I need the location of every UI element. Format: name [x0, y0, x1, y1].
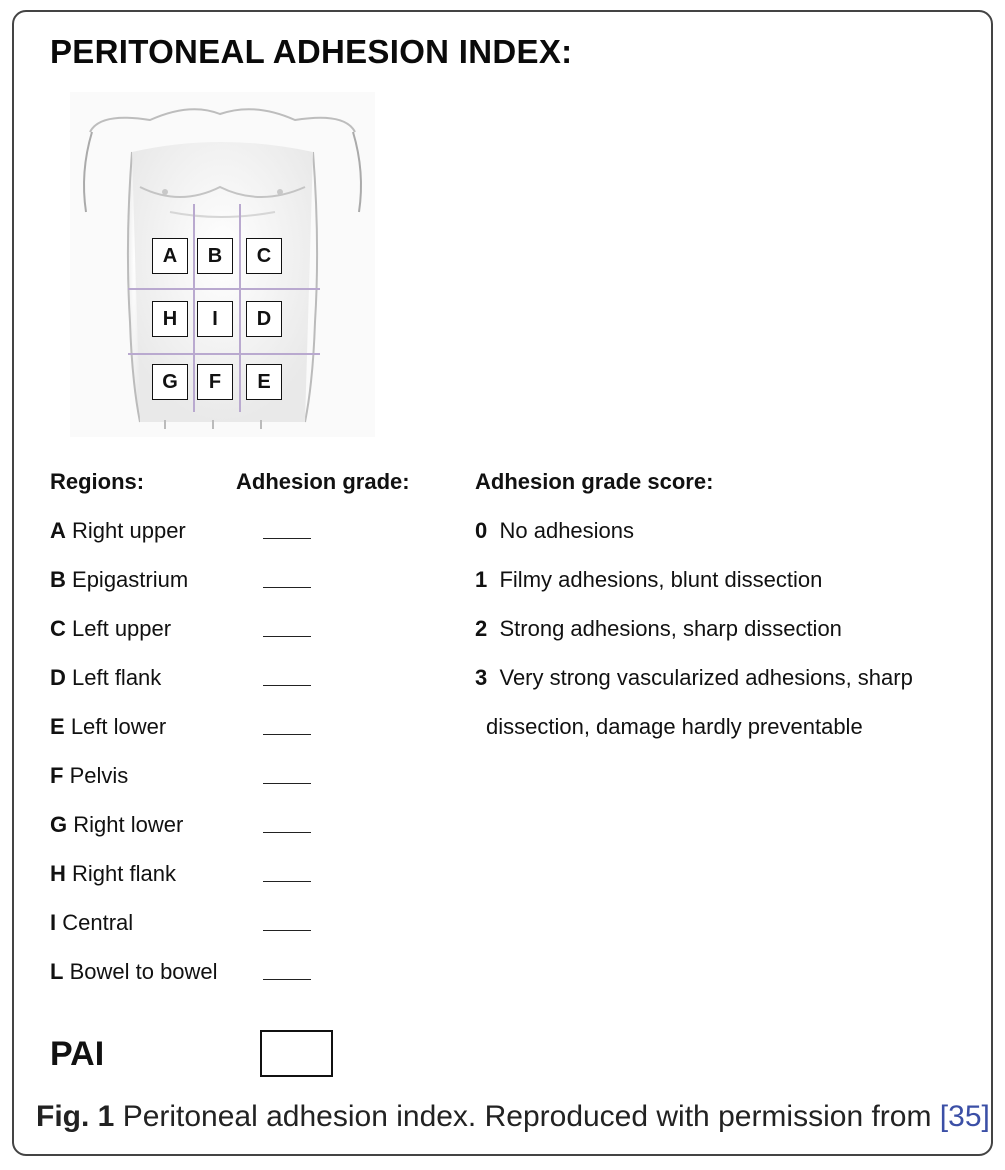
grade-blank-l[interactable] — [263, 979, 311, 980]
score-continuation: dissection, damage hardly preventable — [486, 714, 863, 739]
region-row — [50, 861, 176, 887]
score-grade: 3 — [475, 665, 488, 690]
region-name: Epigastrium — [72, 567, 189, 592]
page-title: PERITONEAL ADHESION INDEX: — [50, 33, 573, 70]
pai-label: PAI — [50, 1035, 105, 1073]
region-row — [50, 763, 128, 789]
grade-blank-h[interactable] — [263, 881, 311, 882]
region-row — [50, 518, 186, 544]
region-name: Right upper — [72, 518, 186, 543]
score-text: Filmy adhesions, blunt dissection — [499, 567, 823, 592]
score-row — [475, 665, 913, 691]
grade-blank-i[interactable] — [263, 930, 311, 931]
region-row — [50, 567, 188, 593]
region-box-e: E — [246, 364, 282, 400]
region-box-g: G — [152, 364, 188, 400]
region-box-h: H — [152, 301, 188, 337]
grade-blank-d[interactable] — [263, 685, 311, 686]
region-row — [50, 910, 133, 936]
region-letter: C — [50, 616, 66, 641]
grade-blank-a[interactable] — [263, 538, 311, 539]
grade-blank-b[interactable] — [263, 587, 311, 588]
score-text: Strong adhesions, sharp dissection — [499, 616, 842, 641]
region-name: Central — [62, 910, 134, 935]
regions-header: Regions: — [50, 469, 145, 494]
region-name: Bowel to bowel — [69, 959, 218, 984]
adhesion-grade-header: Adhesion grade: — [236, 469, 410, 494]
score-row — [475, 567, 822, 593]
region-box-b: B — [197, 238, 233, 274]
region-row — [50, 714, 166, 740]
region-letter: G — [50, 812, 68, 837]
region-name: Right flank — [72, 861, 176, 886]
score-text: No adhesions — [499, 518, 635, 543]
grade-blank-c[interactable] — [263, 636, 311, 637]
grade-blank-f[interactable] — [263, 783, 311, 784]
caption-text: Peritoneal adhesion index. Reproduced with permission from — [122, 1100, 940, 1133]
region-letter: L — [50, 959, 64, 984]
adhesion-grade-score-header: Adhesion grade score: — [475, 469, 714, 494]
region-box-c: C — [246, 238, 282, 274]
region-row — [50, 665, 161, 691]
region-row — [50, 616, 171, 642]
region-letter: D — [50, 665, 66, 690]
region-box-d: D — [246, 301, 282, 337]
region-row — [50, 812, 183, 838]
score-row — [475, 518, 634, 544]
score-grade: 0 — [475, 518, 488, 543]
score-row — [475, 616, 842, 642]
score-text: Very strong vascularized adhesions, sharp — [499, 665, 913, 690]
score-grade: 2 — [475, 616, 488, 641]
region-box-a: A — [152, 238, 188, 274]
grade-blank-g[interactable] — [263, 832, 311, 833]
region-letter: F — [50, 763, 64, 788]
caption-reference[interactable]: [35] — [939, 1100, 990, 1133]
region-box-i: I — [197, 301, 233, 337]
region-name: Left lower — [70, 714, 167, 739]
figure-caption — [36, 1100, 990, 1134]
region-letter: I — [50, 910, 57, 935]
pai-input-box[interactable] — [260, 1030, 333, 1077]
region-name: Right lower — [73, 812, 184, 837]
score-grade: 1 — [475, 567, 488, 592]
region-letter: B — [50, 567, 66, 592]
caption-label: Fig. 1 — [36, 1100, 115, 1133]
region-row — [50, 959, 218, 985]
region-letter: H — [50, 861, 66, 886]
region-letter: E — [50, 714, 65, 739]
region-name: Left upper — [72, 616, 172, 641]
grade-blank-e[interactable] — [263, 734, 311, 735]
region-name: Pelvis — [69, 763, 129, 788]
region-box-f: F — [197, 364, 233, 400]
region-name: Left flank — [72, 665, 162, 690]
region-letter: A — [50, 518, 66, 543]
